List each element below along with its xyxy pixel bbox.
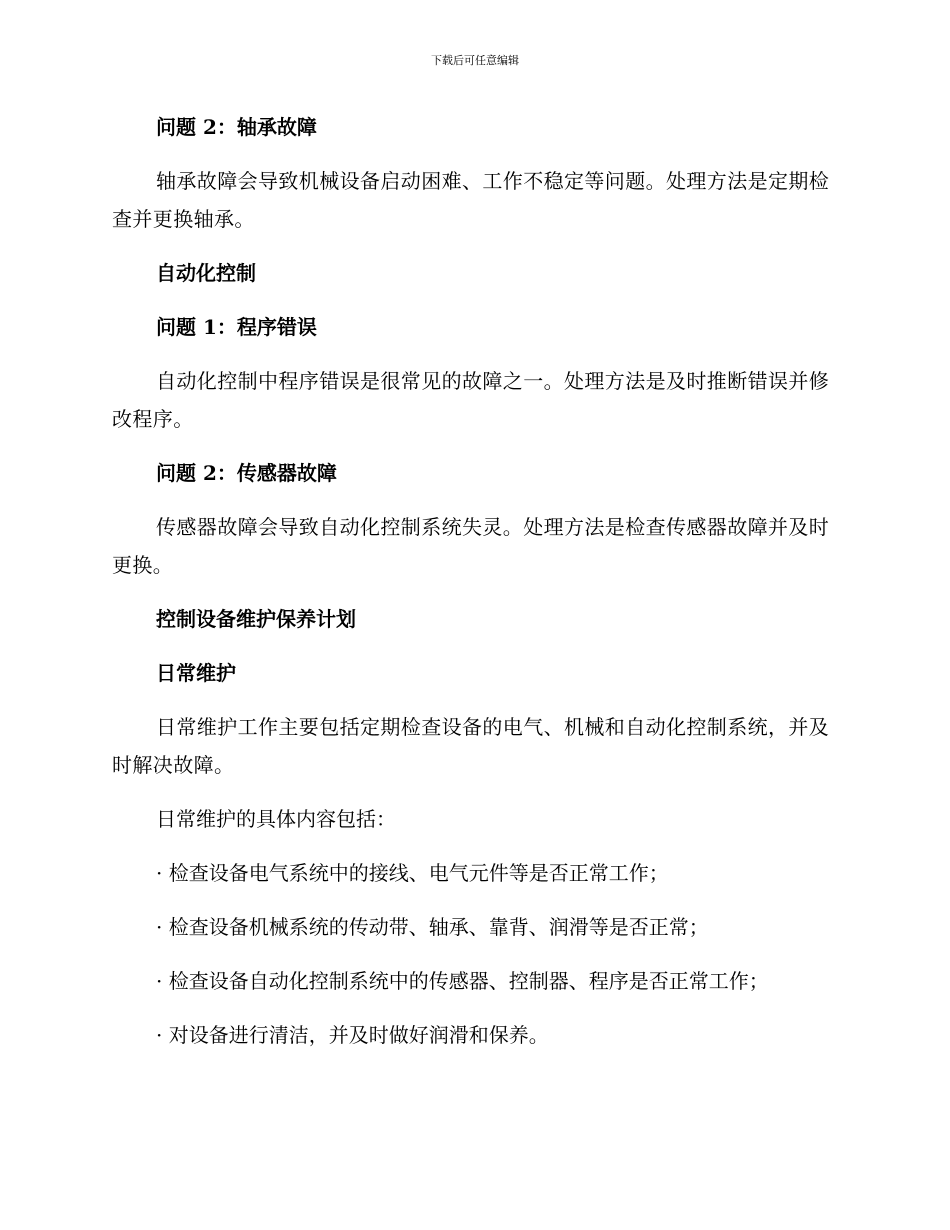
page-header: 下载后可任意编辑 [431, 54, 519, 67]
daily-maintenance-intro: 日常维护的具体内容包括： [156, 807, 396, 831]
heading-program-error: 问题 1：程序错误 [156, 315, 317, 339]
paragraph-daily-maintenance: 日常维护工作主要包括定期检查设备的电气、机械和自动化控制系统，并及时解决故障。 [112, 715, 830, 777]
document-body [112, 108, 830, 1070]
list-item: · 对设备进行清洁，并及时做好润滑和保养。 [156, 1023, 549, 1047]
list-item: · 检查设备电气系统中的接线、电气元件等是否正常工作； [156, 861, 669, 885]
heading-bearing-fault: 问题 2：轴承故障 [156, 115, 317, 139]
list-item: · 检查设备机械系统的传动带、轴承、靠背、润滑等是否正常； [156, 915, 709, 939]
paragraph-program-error: 自动化控制中程序错误是很常见的故障之一。处理方法是及时推断错误并修改程序。 [112, 369, 830, 431]
heading-maintenance-plan: 控制设备维护保养计划 [156, 607, 356, 631]
heading-sensor-fault: 问题 2：传感器故障 [156, 461, 337, 485]
list-item: · 检查设备自动化控制系统中的传感器、控制器、程序是否正常工作； [156, 969, 769, 993]
paragraph-bearing-fault: 轴承故障会导致机械设备启动困难、工作不稳定等问题。处理方法是定期检查并更换轴承。 [112, 169, 830, 231]
heading-daily-maintenance: 日常维护 [156, 661, 236, 685]
heading-automation-control: 自动化控制 [156, 261, 256, 285]
paragraph-sensor-fault: 传感器故障会导致自动化控制系统失灵。处理方法是检查传感器故障并及时更换。 [112, 515, 830, 577]
